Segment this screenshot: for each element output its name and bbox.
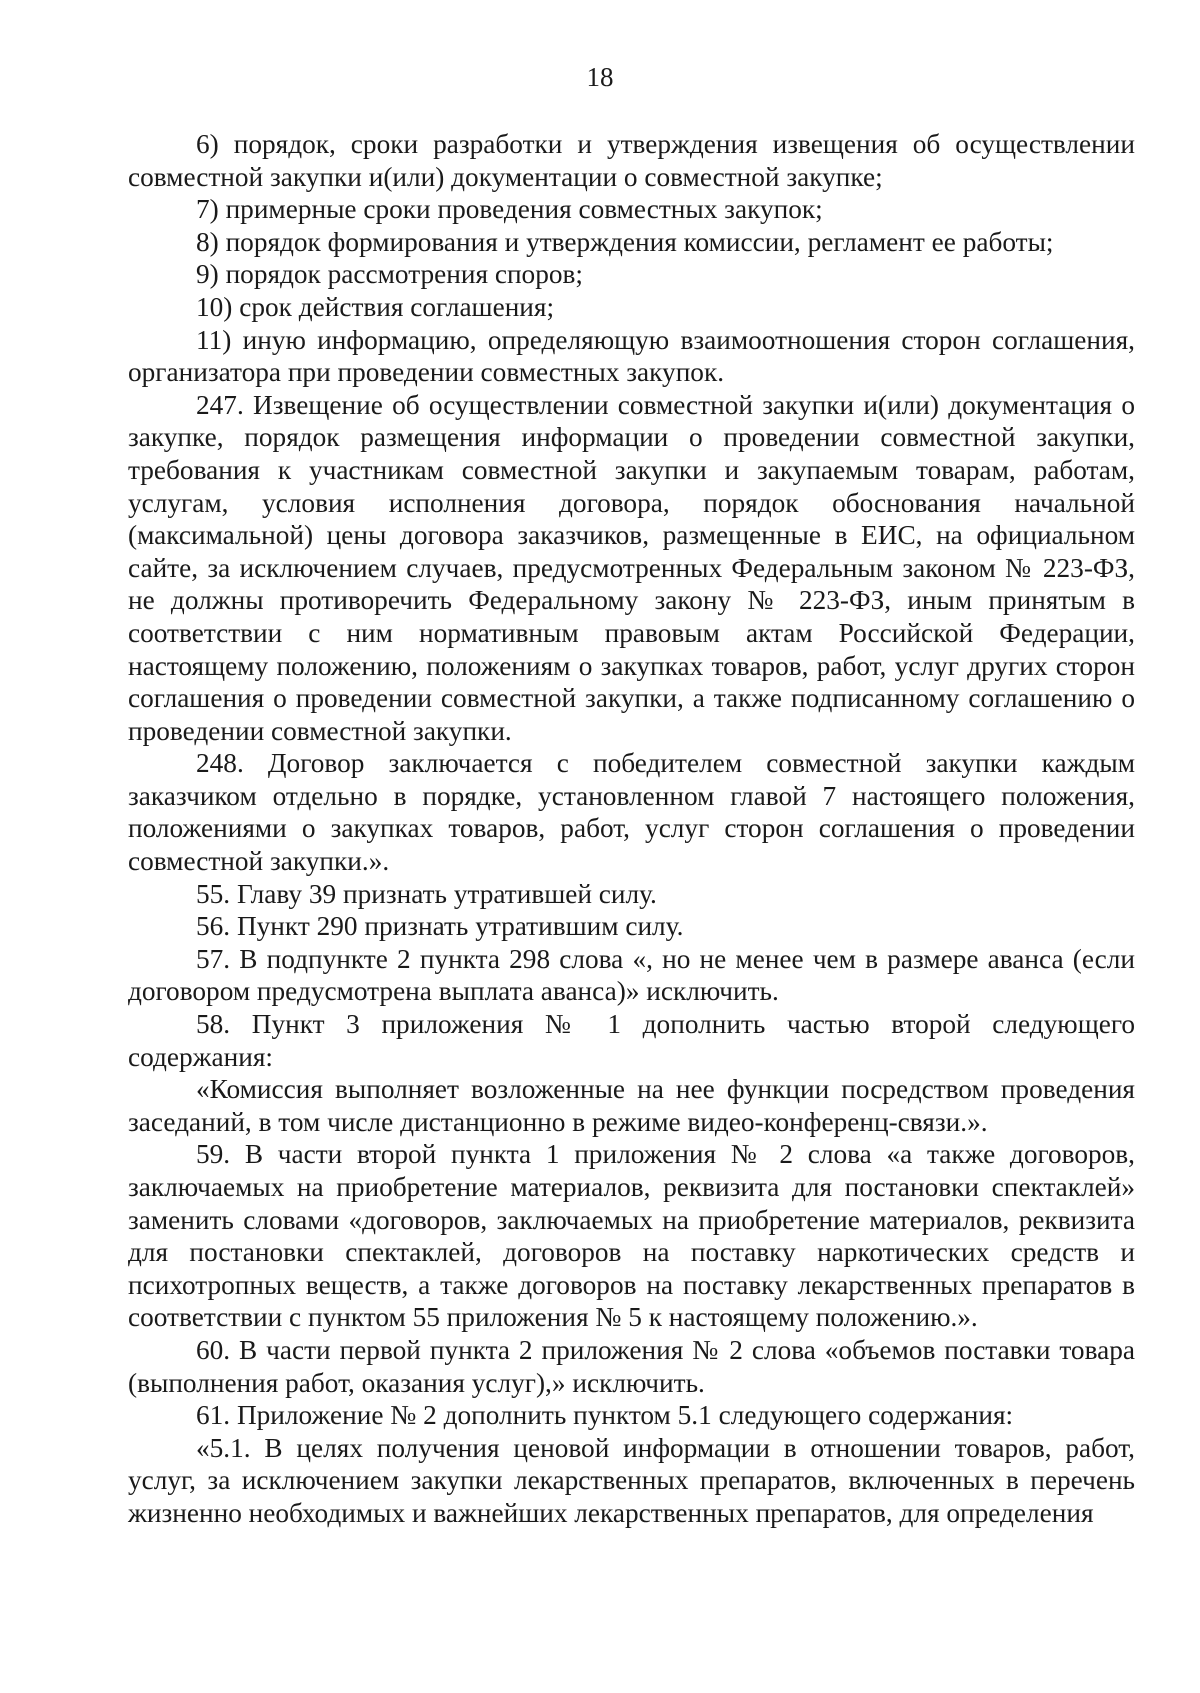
- paragraph-amendment-57: 57. В подпункте 2 пункта 298 слова «, но не менее чем в размере аванса (если договором предусмотрена выплата аванса)» исключить.: [128, 943, 1135, 1007]
- paragraph-amendment-56: 56. Пункт 290 признать утратившим силу.: [196, 911, 684, 942]
- paragraph-item-8: 8) порядок формирования и утверждения комиссии, регламент ее работы;: [196, 226, 1054, 257]
- paragraph-amendment-60: 60. В части первой пункта 2 приложения № 2 слова «объемов поставки товара (выполнения работ, оказания услуг),» исключить.: [128, 1334, 1135, 1398]
- paragraph-amendment-59: 59. В части второй пункта 1 приложения № 2 слова «а также договоров, заключаемых на приобретение материалов, реквизита для постановки спектаклей» заменить словами «договоров, заключаемых на приобретение материалов, реквизита для постановки спектаклей, договоров на поставку наркотических средств и психотропных веществ, а также договоров на поставку лекарственных препаратов в соответствии с пунктом 55 приложения № 5 к настоящему положению.».: [128, 1139, 1135, 1333]
- paragraph-item-6: 6) порядок, сроки разработки и утверждения извещения об осуществлении совместной закупки и(или) документации о совместной закупке;: [128, 129, 1135, 192]
- paragraph-clause-248: 248. Договор заключается с победителем совместной закупки каждым заказчиком отдельно в порядке, установленном главой 7 настоящего положения, положениями о закупках товаров, работ, услуг сторон соглашения о проведении совместной закупки.».: [128, 748, 1135, 877]
- paragraph-item-10: 10) срок действия соглашения;: [196, 291, 555, 322]
- paragraph-amendment-55: 55. Главу 39 признать утратившей силу.: [196, 878, 657, 909]
- paragraph-item-9: 9) порядок рассмотрения споров;: [196, 259, 583, 290]
- paragraph-amendment-61: 61. Приложение № 2 дополнить пунктом 5.1 следующего содержания:: [196, 1400, 1014, 1431]
- paragraph-item-7: 7) примерные сроки проведения совместных закупок;: [196, 194, 823, 225]
- page-number: 18: [586, 62, 614, 92]
- paragraph-quote-5-1: «5.1. В целях получения ценовой информации в отношении товаров, работ, услуг, за исключением закупки лекарственных препаратов, включенных в перечень жизненно необходимых и важнейших лекарственных препаратов, для определения: [128, 1432, 1135, 1528]
- paragraph-amendment-58: 58. Пункт 3 приложения № 1 дополнить частью второй следующего содержания:: [128, 1009, 1135, 1072]
- document-body: [128, 128, 1135, 1530]
- paragraph-quote-commission: «Комиссия выполняет возложенные на нее функции посредством проведения заседаний, в том числе дистанционно в режиме видео-конференц-связи.».: [128, 1074, 1135, 1137]
- paragraph-item-11: 11) иную информацию, определяющую взаимоотношения сторон соглашения, организатора при проведении совместных закупок.: [128, 324, 1135, 388]
- paragraph-clause-247: 247. Извещение об осуществлении совместной закупки и(или) документация о закупке, порядок размещения информации о проведении совместной закупки, требования к участникам совместной закупки и закупаемым товарам, работам, услугам, условия исполнения договора, порядок обоснования начальной (максимальной) цены договора заказчиков, размещенные в ЕИС, на официальном сайте, за исключением случаев, предусмотренных Федеральным законом № 223-ФЗ, не должны противоречить Федеральному закону № 223-ФЗ, иным принятым в соответствии с ним нормативным правовым актам Российской Федерации, настоящему положению, положениям о закупках товаров, работ, услуг других сторон соглашения о проведении совместной закупки, а также подписанному соглашению о проведении совместной закупки.: [128, 389, 1135, 746]
